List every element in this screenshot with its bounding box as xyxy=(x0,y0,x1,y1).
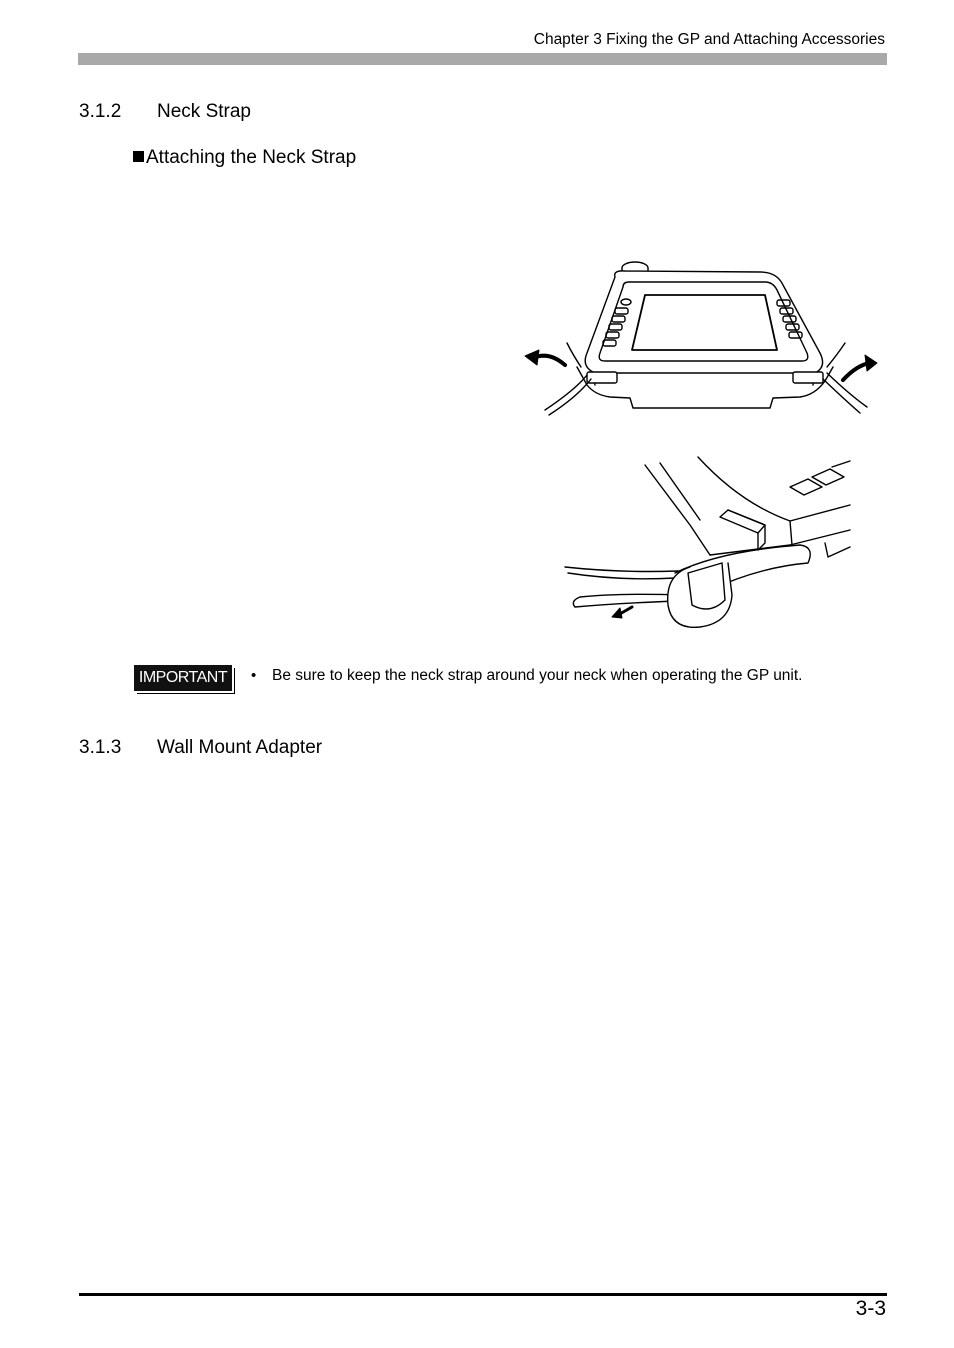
important-badge xyxy=(134,665,236,694)
chapter-header: Chapter 3 Fixing the GP and Attaching Accessories xyxy=(533,31,885,48)
section-number: 3.1.3 xyxy=(79,737,122,758)
section-number: 3.1.2 xyxy=(79,101,122,122)
square-bullet-icon xyxy=(133,151,144,162)
subheading xyxy=(133,147,356,169)
gp-unit-illustration xyxy=(515,255,885,425)
section-title: Neck Strap xyxy=(157,101,251,122)
header-bar xyxy=(78,53,887,65)
important-note-text: Be sure to keep the neck strap around your neck when operating the GP unit. xyxy=(272,667,803,684)
page-number: 3-3 xyxy=(855,1297,886,1320)
important-label: IMPORTANT xyxy=(134,665,232,691)
strap-threading-illustration xyxy=(560,455,855,635)
section-title: Wall Mount Adapter xyxy=(157,737,323,758)
note-bullet: • xyxy=(251,667,257,684)
subheading-text: Attaching the Neck Strap xyxy=(146,147,357,168)
footer-rule xyxy=(79,1293,887,1296)
